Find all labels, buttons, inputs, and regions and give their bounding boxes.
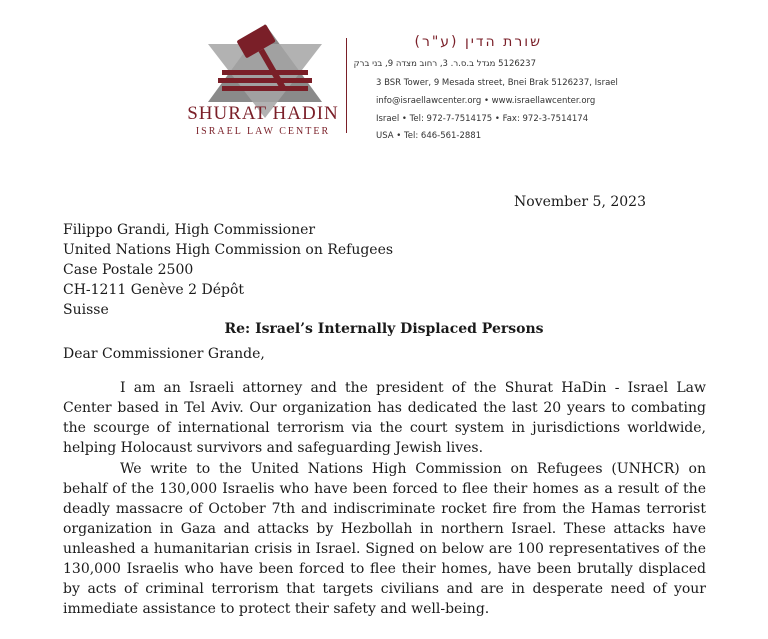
salutation: Dear Commissioner Grande, — [63, 346, 265, 362]
letterhead-divider — [346, 38, 347, 133]
recipient-line: CH-1211 Genève 2 Dépôt — [63, 282, 245, 298]
recipient-line: United Nations High Commission on Refugees — [63, 242, 394, 258]
letter-subject: Re: Israel’s Internally Displaced Persons — [224, 321, 544, 337]
org-name: SHURAT HADIN — [187, 103, 339, 124]
contact-hebrew-address: 5126237 מגדל ב.ס.ר. 3, רחוב מצדה 9, בני ברק — [353, 59, 536, 69]
contact-usa-phone: USA • Tel: 646-561-2881 — [376, 131, 482, 141]
recipient-line: Filippo Grandi, High Commissioner — [63, 222, 316, 238]
letter-date: November 5, 2023 — [514, 194, 646, 210]
recipient-line: Case Postale 2500 — [63, 262, 194, 278]
recipient-line: Suisse — [63, 302, 109, 318]
hebrew-title: שורת הדין (ע"ר) — [414, 34, 542, 50]
body-paragraph: I am an Israeli attorney and the president of the Shurat HaDin - Israel Law Center based in Tel Aviv. Our organization has dedicated the last 20 years to combating the scourge of international terrorism via the court system in jurisdictions worldwide, helping Holocaust survivors and safeguarding Jewish lives. — [63, 380, 706, 456]
org-subtitle: ISRAEL LAW CENTER — [195, 126, 331, 137]
contact-address: 3 BSR Tower, 9 Mesada street, Bnei Brak 5126237, Israel — [376, 78, 618, 88]
body-paragraph: We write to the United Nations High Commission on Refugees (UNHCR) on behalf of the 130,000 Israelis who have been forced to flee their homes as a result of the deadly massacre of October 7th and indiscriminate rocket fire from the Hamas terrorist organization in Gaza and attacks by Hezbollah in northern Israel. These attacks have unleashed a humanitarian crisis in Israel. Signed on below are 100 representatives of the 130,000 Israelis who have been forced to flee their homes, have been brutally displaced by acts of criminal terrorism that targets civilians and are in desperate need of your immediate assistance to protect their safety and well-being. — [63, 461, 706, 617]
contact-email-web: info@israellawcenter.org • www.israellawcenter.org — [376, 96, 596, 106]
contact-israel-phone: Israel • Tel: 972-7-7514175 • Fax: 972-3-7514174 — [376, 114, 589, 124]
